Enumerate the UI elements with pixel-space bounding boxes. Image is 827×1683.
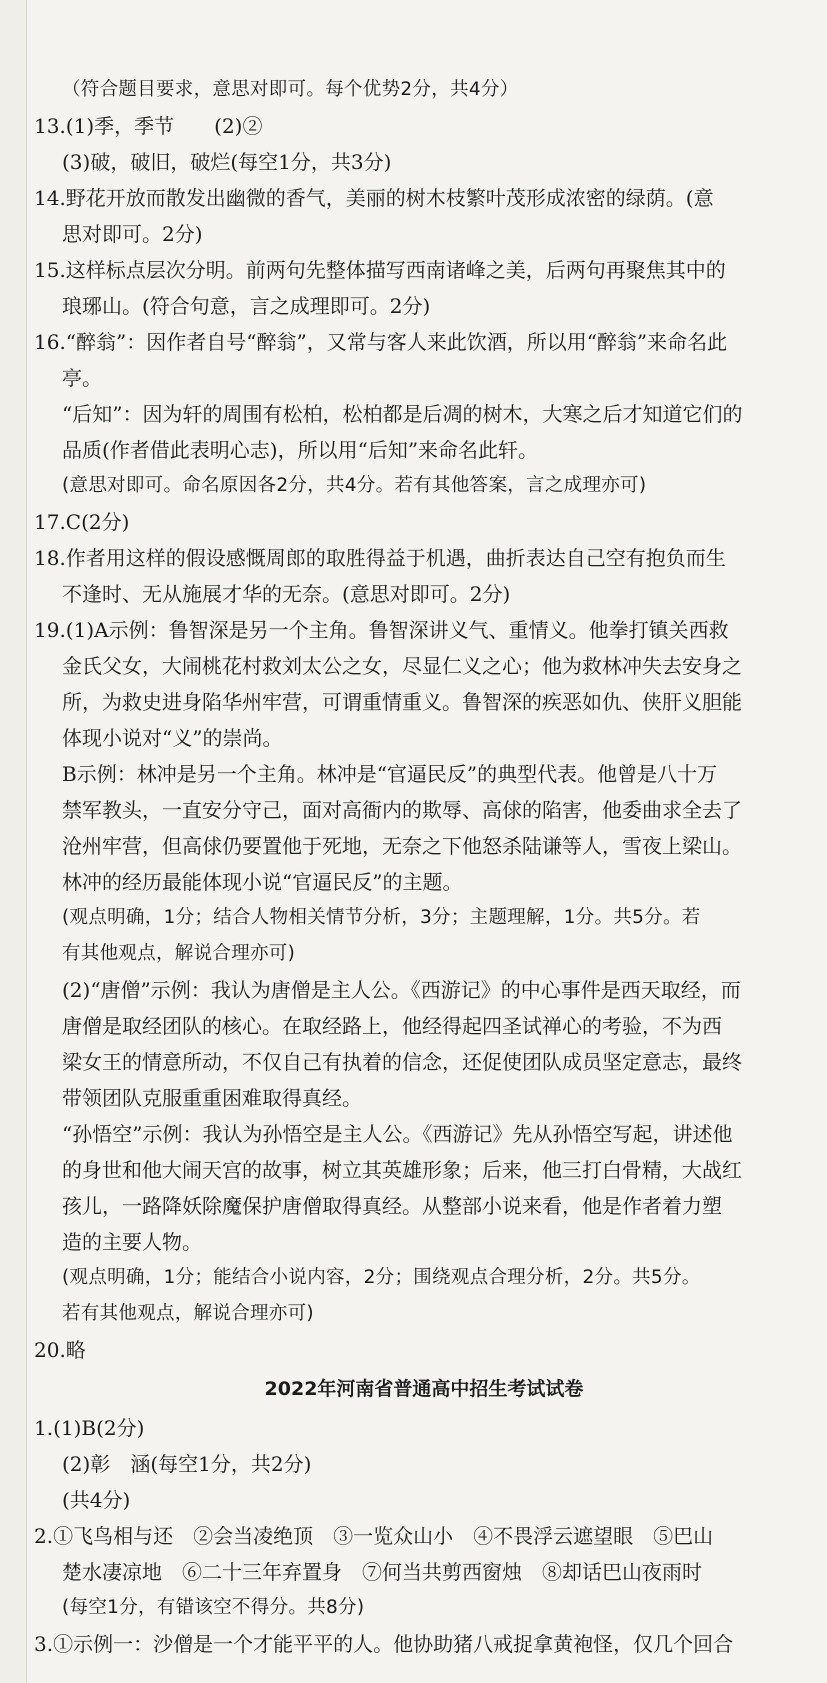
text-line: 禁军教头，一直安分守己，面对高衙内的欺辱、高俅的陷害，他委曲求全去了 (62, 798, 742, 822)
text-line: “后知”：因为轩的周围有松柏，松柏都是后凋的树木，大寒之后才知道它们的 (62, 402, 743, 426)
text-line: 带领团队克服重重困难取得真经。 (62, 1086, 362, 1110)
text-line: 18.作者用这样的假设感慨周郎的取胜得益于机遇，曲折表达自己空有抱负而生 (34, 546, 726, 570)
scoring-note-line: (意思对即可。命名原因各2分，共4分。若有其他答案，言之成理亦可) (62, 475, 647, 496)
scoring-note-line: 若有其他观点，解说合理亦可) (62, 1303, 314, 1324)
text-line: 琅琊山。(符合句意，言之成理即可。2分) (62, 294, 431, 318)
text-line: 亭。 (62, 366, 102, 390)
text-line: B示例：林冲是另一个主角。林冲是“官逼民反”的典型代表。他曾是八十万 (62, 762, 718, 786)
scoring-note-line: (观点明确，1分；能结合小说内容，2分；围绕观点合理分析，2分。共5分。 (62, 1267, 701, 1288)
text-line: 金氏父女，大闹桃花村救刘太公之女，尽显仁义之心；他为救林冲失去安身之 (62, 654, 742, 678)
text-line: 1.(1)B(2分) (34, 1416, 145, 1440)
text-line: (2)“唐僧”示例：我认为唐僧是主人公。《西游记》的中心事件是西天取经，而 (62, 978, 741, 1002)
text-line: 唐僧是取经团队的核心。在取经路上，他经得起四圣试禅心的考验，不为西 (62, 1014, 722, 1038)
text-line: 16.“醉翁”：因作者自号“醉翁”，又常与客人来此饮酒，所以用“醉翁”来命名此 (34, 330, 728, 354)
scoring-note-line: 有其他观点，解说合理亦可) (62, 943, 296, 964)
text-line: 品质(作者借此表明心志)，所以用“后知”来命名此轩。 (62, 438, 539, 462)
scoring-note-line: (每空1分，有错该空不得分。共8分) (62, 1597, 365, 1618)
text-line: 楚水凄凉地 ⑥二十三年弃置身 ⑦何当共剪西窗烛 ⑧却话巴山夜雨时 (62, 1560, 702, 1584)
text-line: 的身世和他大闹天宫的故事，树立其英雄形象；后来，他三打白骨精，大战红 (62, 1158, 742, 1182)
text-line: 2.①飞鸟相与还 ②会当凌绝顶 ③一览众山小 ④不畏浮云遮望眼 ⑤巴山 (34, 1524, 714, 1548)
binding-margin (0, 0, 27, 1683)
answer-text-block (34, 72, 814, 1662)
text-line: 19.(1)A示例：鲁智深是另一个主角。鲁智深讲义气、重情义。他拳打镇关西救 (34, 618, 729, 642)
section-title: 2022年河南省普通高中招生考试试卷 (264, 1378, 584, 1400)
text-line: 沧州牢营，但高俅仍要置他于死地，无奈之下他怒杀陆谦等人，雪夜上梁山。 (62, 834, 742, 858)
text-line: 20.略 (34, 1338, 86, 1362)
text-line: (3)破，破旧，破烂(每空1分，共3分) (62, 150, 392, 174)
text-line: 孩儿，一路降妖除魔保护唐僧取得真经。从整部小说来看，他是作者着力塑 (62, 1194, 722, 1218)
text-line: 17.C(2分) (34, 510, 130, 534)
text-line: 思对即可。2分) (62, 222, 203, 246)
scoring-note-line: (观点明确，1分；结合人物相关情节分析，3分；主题理解，1分。共5分。若 (62, 907, 701, 928)
text-line: 造的主要人物。 (62, 1230, 202, 1254)
text-line: (2)彰 涵(每空1分，共2分) (62, 1452, 312, 1476)
text-line: 15.这样标点层次分明。前两句先整体描写西南诸峰之美，后两句再聚焦其中的 (34, 258, 726, 282)
text-line: 不逢时、无从施展才华的无奈。(意思对即可。2分) (62, 582, 511, 606)
text-line: 梁女王的情意所动，不仅自己有执着的信念，还促使团队成员坚定意志，最终 (62, 1050, 742, 1074)
text-line: (共4分) (62, 1488, 131, 1512)
text-line: “孙悟空”示例：我认为孙悟空是主人公。《西游记》先从孙悟空写起，讲述他 (62, 1122, 733, 1146)
text-line: 所，为救史进身陷华州牢营，可谓重情重义。鲁智深的疾恶如仇、侠肝义胆能 (62, 690, 742, 714)
text-line: 林冲的经历最能体现小说“官逼民反”的主题。 (62, 870, 463, 894)
text-line: 3.①示例一：沙僧是一个才能平平的人。他协助猪八戒捉拿黄袍怪，仅几个回合 (34, 1632, 734, 1656)
scoring-note-line: （符合题目要求，意思对即可。每个优势2分，共4分） (62, 79, 519, 100)
text-line: 体现小说对“义”的崇尚。 (62, 726, 283, 750)
text-line: 13.(1)季，季节 (2)② (34, 114, 263, 138)
text-line: 14.野花开放而散发出幽微的香气，美丽的树木枝繁叶茂形成浓密的绿荫。(意 (34, 186, 714, 210)
